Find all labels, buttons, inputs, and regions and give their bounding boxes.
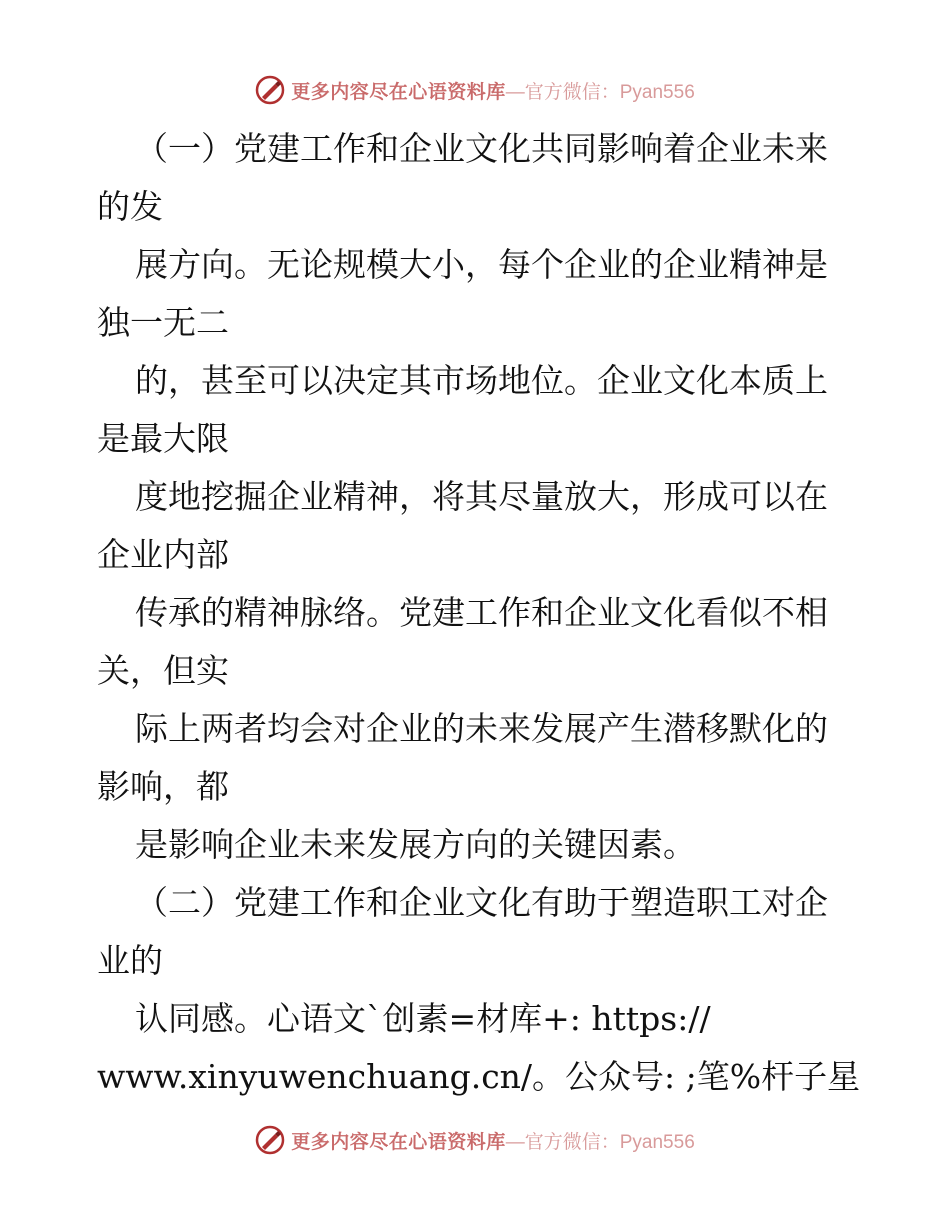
text-line: （二）党建工作和企业文化有助于塑造职工对企: [135, 883, 828, 922]
footer-banner-contact: —官方微信：Pyan556: [505, 1131, 695, 1153]
text-line: www.xinyuwenchuang.cn/。公众号: ;笔%杆子星: [97, 1057, 861, 1096]
text-line: 认同感。心语文`创素=材库+: https://: [135, 999, 711, 1038]
text-line: 的，甚至可以决定其市场地位。企业文化本质上: [135, 361, 828, 400]
pen-logo-icon: [255, 75, 285, 105]
header-watermark-banner: [0, 70, 950, 110]
pen-logo-icon: [255, 1125, 285, 1155]
text-line: 的发: [97, 187, 163, 226]
footer-banner-text: 更多内容尽在心语资料库: [291, 1130, 506, 1153]
header-banner-text: 更多内容尽在心语资料库: [291, 80, 506, 103]
text-line: 业的: [97, 941, 163, 980]
text-line: 展方向。无论规模大小，每个企业的企业精神是: [135, 245, 828, 284]
document-body: [97, 120, 861, 1106]
text-line: 度地挖掘企业精神，将其尽量放大，形成可以在: [135, 477, 828, 516]
text-line: 企业内部: [97, 535, 229, 574]
text-line: 影响，都: [97, 767, 229, 806]
text-line: 是最大限: [97, 419, 229, 458]
header-banner-contact: —官方微信：Pyan556: [505, 81, 695, 103]
text-line: 关，但实: [97, 651, 229, 690]
text-line: 际上两者均会对企业的未来发展产生潜移默化的: [135, 709, 828, 748]
footer-watermark-banner: [0, 1120, 950, 1160]
text-line: 传承的精神脉络。党建工作和企业文化看似不相: [135, 593, 828, 632]
text-line: 是影响企业未来发展方向的关键因素。: [135, 825, 696, 864]
text-line: 独一无二: [97, 303, 229, 342]
text-line: （一）党建工作和企业文化共同影响着企业未来: [135, 129, 828, 168]
